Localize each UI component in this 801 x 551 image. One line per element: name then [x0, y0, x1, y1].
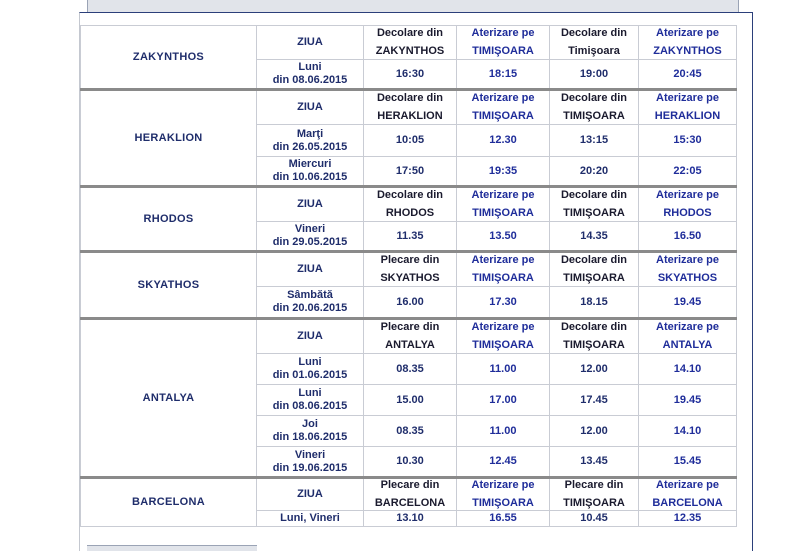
column-header-line: TIMIŞOARA: [472, 497, 534, 509]
column-header-line: RHODOS: [663, 207, 712, 219]
column-header: [639, 252, 737, 287]
column-header: [364, 319, 457, 354]
flight-day-line: Miercuri: [288, 158, 332, 170]
flight-time: 15.45: [639, 447, 737, 478]
column-header-line: Aterizare pe: [656, 92, 719, 104]
column-header: [550, 26, 639, 60]
column-header: [364, 187, 457, 222]
destination-city: SKYATHOS: [81, 252, 257, 319]
flight-day-line: din 20.06.2015: [272, 302, 348, 314]
flight-time: 17:50: [364, 157, 457, 187]
schedule-body: [81, 26, 737, 527]
flight-day: [257, 222, 364, 252]
column-header-line: TIMIŞOARA: [563, 207, 625, 219]
column-header-line: Decolare din: [376, 27, 444, 39]
column-header-line: ZAKYNTHOS: [653, 45, 722, 57]
flight-schedule-table: [80, 25, 737, 527]
flight-time: 11.00: [457, 416, 550, 447]
flight-day-line: din 01.06.2015: [272, 369, 348, 381]
column-header-line: Decolare din: [560, 321, 628, 333]
flight-time: 19.45: [639, 287, 737, 319]
column-header-line: Decolare din: [376, 189, 444, 201]
flight-day-line: Luni, Vineri: [280, 512, 340, 524]
column-header: [550, 252, 639, 287]
flight-day-line: Marţi: [296, 127, 324, 140]
flight-day: [257, 447, 364, 478]
flight-day-line: din 29.05.2015: [272, 236, 348, 248]
column-header: [639, 187, 737, 222]
flight-time: 14.10: [639, 416, 737, 447]
flight-time: 11.00: [457, 354, 550, 385]
section-header-row: [81, 252, 737, 287]
column-header: [550, 90, 639, 125]
flight-time: 12.45: [457, 447, 550, 478]
flight-time: 16.55: [457, 511, 550, 527]
column-header-line: TIMIŞOARA: [472, 110, 534, 122]
flight-time: 13.50: [457, 222, 550, 252]
column-header-line: TIMIŞOARA: [472, 207, 534, 219]
column-header-line: Aterizare pe: [471, 321, 535, 333]
column-header-line: Aterizare pe: [471, 189, 535, 201]
flight-time: 16.00: [364, 287, 457, 319]
flight-time: 20:45: [639, 60, 737, 90]
flight-day: [257, 287, 364, 319]
flight-time: 11.35: [364, 222, 457, 252]
flight-day-line: Luni: [298, 356, 322, 368]
column-header-line: Aterizare pe: [656, 189, 719, 201]
column-header-line: HERAKLION: [377, 110, 443, 122]
column-header-line: Plecare din: [564, 479, 624, 491]
column-header: [364, 90, 457, 125]
day-column-header: ZIUA: [257, 90, 364, 125]
day-column-header: ZIUA: [257, 252, 364, 287]
flight-time: 20:20: [550, 157, 639, 187]
flight-time: 08.35: [364, 416, 457, 447]
flight-day-line: din 19.06.2015: [272, 461, 348, 474]
flight-time: 13:15: [550, 125, 639, 157]
column-header-line: Plecare din: [380, 321, 440, 333]
flight-day-line: Vineri: [294, 223, 326, 235]
column-header-line: Plecare din: [380, 479, 440, 491]
day-column-header: ZIUA: [257, 319, 364, 354]
flight-time: 16:30: [364, 60, 457, 90]
flight-day-line: din 08.06.2015: [272, 400, 348, 412]
column-header-line: BARCELONA: [652, 497, 723, 509]
column-header-line: Aterizare pe: [471, 254, 535, 266]
section-header-row: [81, 90, 737, 125]
flight-time: 10.45: [550, 511, 639, 527]
column-header: [457, 252, 550, 287]
flight-time: 10:05: [364, 125, 457, 157]
flight-time: 10.30: [364, 447, 457, 478]
day-column-header: ZIUA: [257, 26, 364, 60]
day-column-header: ZIUA: [257, 478, 364, 511]
flight-day-line: din 10.06.2015: [272, 171, 348, 183]
flight-day-line: din 26.05.2015: [272, 140, 348, 153]
column-header: [639, 90, 737, 125]
column-header: [364, 26, 457, 60]
flight-day-line: Vineri: [294, 448, 326, 461]
column-header-line: TIMIŞOARA: [563, 110, 625, 122]
column-header-line: ANTALYA: [385, 339, 435, 351]
column-header-line: Decolare din: [376, 92, 444, 104]
destination-city: BARCELONA: [81, 478, 257, 527]
column-header-line: Aterizare pe: [471, 92, 535, 104]
flight-day: [257, 60, 364, 90]
flight-time: 15:30: [639, 125, 737, 157]
column-header-line: TIMIŞOARA: [563, 272, 625, 284]
top-strip: [87, 0, 739, 12]
column-header-line: TIMIŞOARA: [563, 497, 625, 509]
section-header-row: [81, 478, 737, 511]
column-header: [550, 478, 639, 511]
flight-time: 22:05: [639, 157, 737, 187]
flight-time: 17.30: [457, 287, 550, 319]
column-header: [457, 26, 550, 60]
flight-day: [257, 511, 364, 527]
flight-time: 14.10: [639, 354, 737, 385]
column-header-line: Aterizare pe: [471, 479, 535, 491]
flight-day: [257, 354, 364, 385]
column-header-line: Aterizare pe: [656, 479, 719, 491]
destination-city: RHODOS: [81, 187, 257, 252]
column-header-line: TIMIŞOARA: [472, 339, 534, 351]
destination-city: ZAKYNTHOS: [81, 26, 257, 90]
section-header-row: [81, 26, 737, 60]
column-header-line: TIMIŞOARA: [472, 45, 534, 57]
flight-day-line: Luni: [298, 61, 322, 73]
bottom-strip: [87, 545, 257, 551]
column-header: [364, 478, 457, 511]
flight-day-line: Luni: [298, 387, 322, 399]
destination-city: HERAKLION: [81, 90, 257, 187]
column-header-line: Plecare din: [380, 254, 440, 266]
column-header-line: Decolare din: [560, 92, 628, 104]
flight-time: 18:15: [457, 60, 550, 90]
section-header-row: [81, 319, 737, 354]
flight-time: 13.45: [550, 447, 639, 478]
column-header: [457, 187, 550, 222]
column-header-line: HERAKLION: [654, 110, 721, 122]
flight-time: 12.00: [550, 354, 639, 385]
column-header: [364, 252, 457, 287]
flight-time: 14.35: [550, 222, 639, 252]
column-header-line: Aterizare pe: [656, 27, 719, 39]
flight-day: [257, 157, 364, 187]
column-header-line: TIMIŞOARA: [563, 339, 625, 351]
flight-day-line: Joi: [302, 418, 318, 430]
column-header-line: Decolare din: [560, 254, 628, 266]
flight-time: 12.35: [639, 511, 737, 527]
flight-time: 15.00: [364, 385, 457, 416]
flight-time: 17.00: [457, 385, 550, 416]
flight-day-line: din 18.06.2015: [272, 431, 348, 443]
column-header: [550, 187, 639, 222]
flight-time: 12.30: [457, 125, 550, 157]
column-header-line: BARCELONA: [374, 497, 446, 509]
column-header-line: SKYATHOS: [657, 272, 718, 284]
column-header: [457, 478, 550, 511]
destination-city: ANTALYA: [81, 319, 257, 478]
flight-day-line: Sâmbătă: [287, 289, 333, 301]
flight-day: [257, 385, 364, 416]
column-header: [639, 319, 737, 354]
flight-time: 19:00: [550, 60, 639, 90]
column-header-line: ANTALYA: [662, 339, 713, 351]
flight-day: [257, 125, 364, 157]
column-header: [639, 478, 737, 511]
flight-time: 13.10: [364, 511, 457, 527]
column-header: [457, 319, 550, 354]
section-header-row: [81, 187, 737, 222]
column-header: [457, 90, 550, 125]
column-header-line: ZAKYNTHOS: [375, 45, 445, 57]
flight-time: 16.50: [639, 222, 737, 252]
column-header-line: TIMIŞOARA: [472, 272, 534, 284]
column-header-line: Decolare din: [560, 27, 628, 39]
column-header: [639, 26, 737, 60]
flight-time: 18.15: [550, 287, 639, 319]
flight-time: 08.35: [364, 354, 457, 385]
flight-time: 19:35: [457, 157, 550, 187]
flight-time: 17.45: [550, 385, 639, 416]
flight-day-line: din 08.06.2015: [272, 74, 348, 86]
column-header-line: SKYATHOS: [380, 272, 440, 284]
column-header: [550, 319, 639, 354]
column-header-line: Decolare din: [560, 189, 628, 201]
column-header-line: Timişoara: [568, 45, 620, 57]
column-header-line: Aterizare pe: [656, 321, 719, 333]
flight-day: [257, 416, 364, 447]
flight-time: 12.00: [550, 416, 639, 447]
column-header-line: Aterizare pe: [471, 27, 535, 39]
column-header-line: RHODOS: [385, 207, 435, 219]
column-header-line: Aterizare pe: [656, 254, 719, 266]
day-column-header: ZIUA: [257, 187, 364, 222]
flight-time: 19.45: [639, 385, 737, 416]
